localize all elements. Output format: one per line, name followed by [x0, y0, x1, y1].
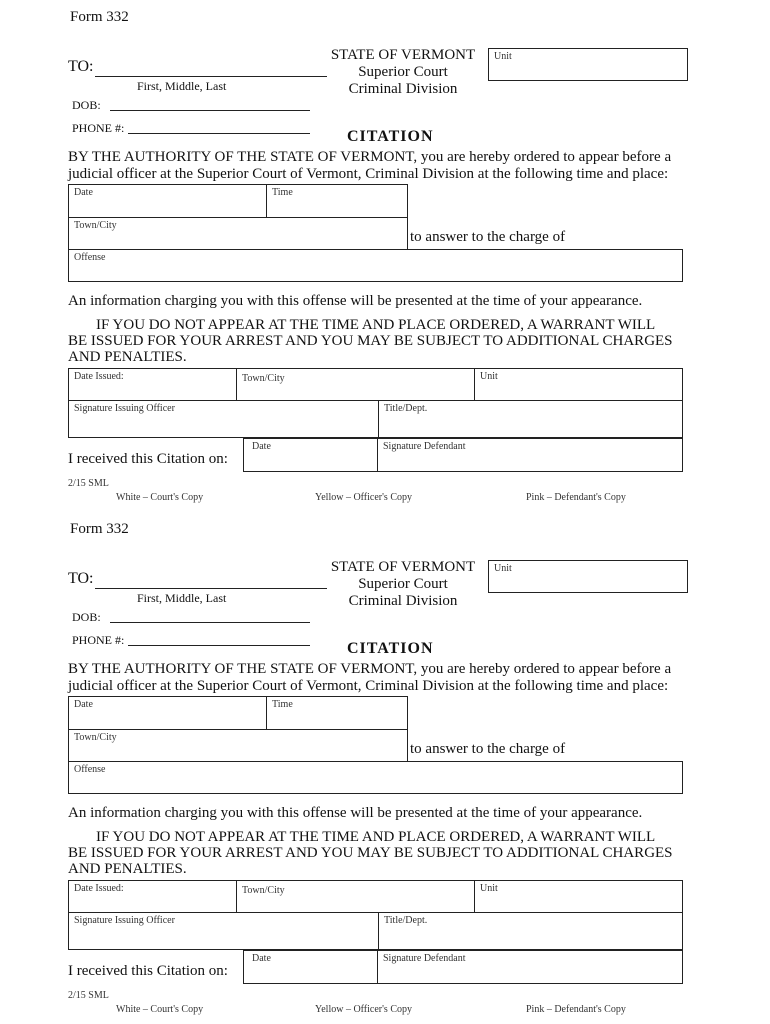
issued-unit-cell[interactable] — [475, 881, 682, 913]
info-text: An information charging you with this offense will be presented at the time of your appearance. — [68, 293, 643, 309]
phone-field[interactable] — [128, 645, 310, 646]
revision-code: 2/15 SML — [68, 990, 109, 1001]
name-field[interactable] — [95, 588, 327, 589]
unit-box[interactable] — [488, 48, 688, 81]
warning-line-2: BE ISSUED FOR YOUR ARREST AND YOU MAY BE SUBJECT TO ADDITIONAL CHARGES — [68, 845, 673, 861]
date-label: Date — [74, 187, 93, 198]
time-label: Time — [272, 699, 293, 710]
authority-line-2: judicial officer at the Superior Court of Vermont, Criminal Division at the following time and place: — [68, 678, 669, 694]
copy-yellow: Yellow – Officer's Copy — [315, 1004, 412, 1015]
sig-officer-cell[interactable] — [69, 913, 379, 949]
citation-title: CITATION — [347, 640, 434, 657]
town-cell[interactable] — [69, 730, 407, 761]
authority-line-1: BY THE AUTHORITY OF THE STATE OF VERMONT, you are hereby ordered to appear before a — [68, 149, 672, 165]
sig-defendant-cell[interactable] — [378, 951, 682, 983]
appearance-grid — [68, 696, 408, 762]
date-issued-label: Date Issued: — [74, 371, 124, 382]
received-date-label: Date — [252, 953, 271, 964]
received-text: I received this Citation on: — [68, 963, 228, 979]
name-field[interactable] — [95, 76, 327, 77]
name-hint: First, Middle, Last — [137, 79, 227, 93]
unit-label: Unit — [494, 51, 512, 62]
date-cell[interactable] — [69, 185, 267, 218]
offense-label: Offense — [74, 252, 106, 263]
town-label: Town/City — [74, 220, 117, 231]
court-header — [328, 47, 478, 98]
court-name: Superior Court — [358, 64, 448, 80]
dob-label: DOB: — [72, 98, 101, 112]
received-grid — [243, 950, 683, 984]
town-cell[interactable] — [69, 218, 407, 249]
name-hint: First, Middle, Last — [137, 591, 227, 605]
issuing-grid — [68, 880, 683, 950]
date-issued-label: Date Issued: — [74, 883, 124, 894]
form-number: Form 332 — [70, 521, 129, 537]
date-issued-cell[interactable] — [69, 881, 237, 913]
copy-white: White – Court's Copy — [116, 492, 204, 503]
warning-line-3: AND PENALTIES. — [68, 349, 187, 365]
issued-unit-cell[interactable] — [475, 369, 682, 401]
sig-defendant-cell[interactable] — [378, 439, 682, 471]
title-dept-cell[interactable] — [379, 913, 682, 949]
warning-line-2: BE ISSUED FOR YOUR ARREST AND YOU MAY BE SUBJECT TO ADDITIONAL CHARGES — [68, 333, 673, 349]
dob-label: DOB: — [72, 610, 101, 624]
date-issued-cell[interactable] — [69, 369, 237, 401]
title-dept-label: Title/Dept. — [384, 403, 428, 414]
phone-field[interactable] — [128, 133, 310, 134]
sig-defendant-label: Signature Defendant — [383, 441, 466, 452]
offense-box[interactable] — [68, 249, 683, 282]
issued-town-label: Town/City — [242, 885, 285, 896]
copy-pink: Pink – Defendant's Copy — [526, 492, 626, 503]
dob-field[interactable] — [110, 622, 310, 623]
phone-label: PHONE #: — [72, 121, 125, 135]
division-name: Criminal Division — [348, 593, 458, 609]
form-number: Form 332 — [70, 9, 129, 25]
appearance-grid — [68, 184, 408, 250]
title-dept-cell[interactable] — [379, 401, 682, 437]
copy-yellow: Yellow – Officer's Copy — [315, 492, 412, 503]
received-text: I received this Citation on: — [68, 451, 228, 467]
date-label: Date — [74, 699, 93, 710]
issued-town-cell[interactable] — [237, 881, 475, 913]
time-label: Time — [272, 187, 293, 198]
revision-code: 2/15 SML — [68, 478, 109, 489]
state-name: STATE OF VERMONT — [330, 47, 476, 63]
time-cell[interactable] — [267, 185, 407, 218]
received-date-cell[interactable] — [244, 951, 378, 983]
authority-line-2: judicial officer at the Superior Court of Vermont, Criminal Division at the following time and place: — [68, 166, 669, 182]
copy-pink: Pink – Defendant's Copy — [526, 1004, 626, 1015]
town-label: Town/City — [74, 732, 117, 743]
citation-form-2 — [0, 512, 770, 1024]
warning-line-1: IF YOU DO NOT APPEAR AT THE TIME AND PLACE ORDERED, A WARRANT WILL — [96, 317, 656, 333]
received-grid — [243, 438, 683, 472]
issued-unit-label: Unit — [480, 883, 498, 894]
received-date-cell[interactable] — [244, 439, 378, 471]
issued-town-cell[interactable] — [237, 369, 475, 401]
state-name: STATE OF VERMONT — [330, 559, 476, 575]
issued-unit-label: Unit — [480, 371, 498, 382]
citation-title: CITATION — [347, 128, 434, 145]
received-date-label: Date — [252, 441, 271, 452]
to-label: TO: — [68, 58, 94, 75]
issuing-grid — [68, 368, 683, 438]
phone-label: PHONE #: — [72, 633, 125, 647]
title-dept-label: Title/Dept. — [384, 915, 428, 926]
sig-officer-label: Signature Issuing Officer — [74, 403, 175, 414]
court-name: Superior Court — [358, 576, 448, 592]
unit-box[interactable] — [488, 560, 688, 593]
copy-white: White – Court's Copy — [116, 1004, 204, 1015]
warning-line-3: AND PENALTIES. — [68, 861, 187, 877]
answer-text: to answer to the charge of — [410, 229, 566, 245]
issued-town-label: Town/City — [242, 373, 285, 384]
info-text: An information charging you with this offense will be presented at the time of your appearance. — [68, 805, 643, 821]
answer-text: to answer to the charge of — [410, 741, 566, 757]
division-name: Criminal Division — [348, 81, 458, 97]
sig-officer-cell[interactable] — [69, 401, 379, 437]
date-cell[interactable] — [69, 697, 267, 730]
offense-box[interactable] — [68, 761, 683, 794]
sig-officer-label: Signature Issuing Officer — [74, 915, 175, 926]
authority-line-1: BY THE AUTHORITY OF THE STATE OF VERMONT, you are hereby ordered to appear before a — [68, 661, 672, 677]
to-label: TO: — [68, 570, 94, 587]
court-header — [328, 559, 478, 610]
unit-label: Unit — [494, 563, 512, 574]
warning-line-1: IF YOU DO NOT APPEAR AT THE TIME AND PLACE ORDERED, A WARRANT WILL — [96, 829, 656, 845]
dob-field[interactable] — [110, 110, 310, 111]
offense-label: Offense — [74, 764, 106, 775]
sig-defendant-label: Signature Defendant — [383, 953, 466, 964]
time-cell[interactable] — [267, 697, 407, 730]
